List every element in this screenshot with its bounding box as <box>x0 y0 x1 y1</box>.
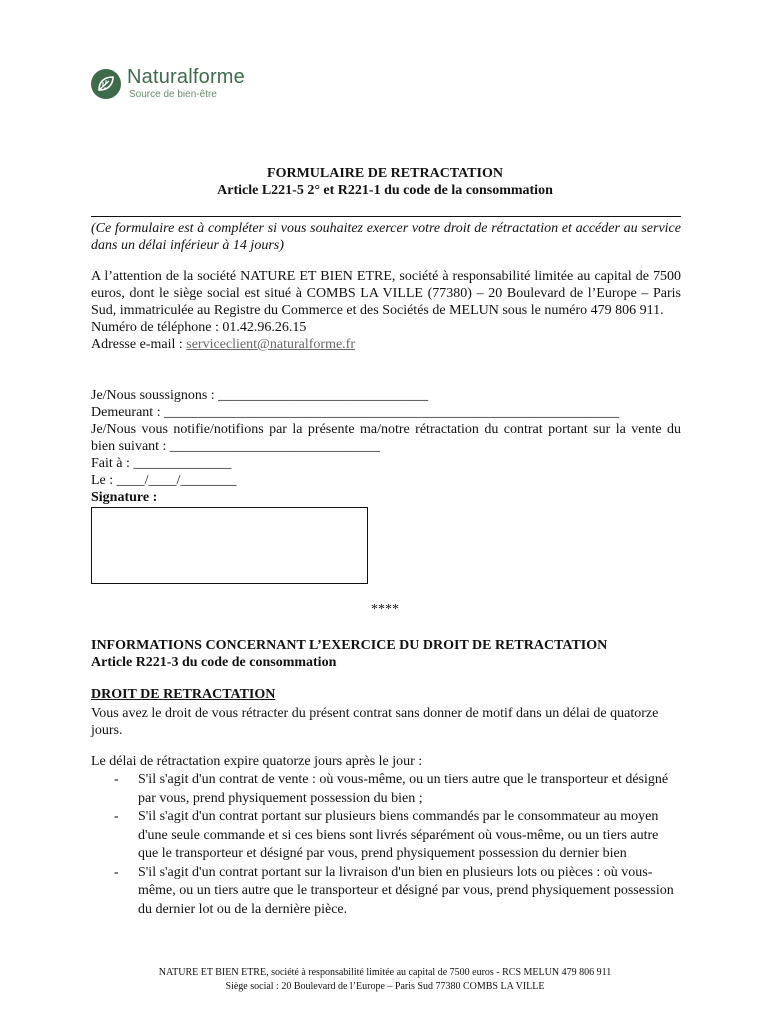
section-separator: **** <box>371 602 399 617</box>
signature-box[interactable] <box>91 507 368 584</box>
logo-tagline: Source de bien-être <box>129 89 217 100</box>
company-address-text: A l’attention de la société NATURE ET BIEN ETRE, société à responsabilité limitée au capital de 7500 euros, dont le siège social est situé à COMBS LA VILLE (77380) – 20 Boulevard de l’Europe – Paris Sud, immatriculée au Registre du Commerce et des Sociétés de MELUN sous le numéro 479 806 911. <box>91 269 681 318</box>
intro-note: (Ce formulaire est à compléter si vous souhaitez exercer votre droit de rétractation et accéder au service dans un délai inférieur à 14 jours) <box>91 221 681 253</box>
phone-number: Numéro de téléphone : 01.42.96.26.15 <box>91 320 307 335</box>
notification-field[interactable]: Je/Nous vous notifie/notifions par la présente ma/notre rétractation du contrat portant sur la vente du bien suivant : ______________________________ <box>91 422 681 454</box>
fait-a-field[interactable]: Fait à : ______________ <box>91 456 232 471</box>
info-heading: INFORMATIONS CONCERNANT L’EXERCICE DU DROIT DE RETRACTATION <box>91 638 608 653</box>
info-heading-block <box>91 637 607 671</box>
signature-label: Signature : <box>91 490 158 505</box>
list-item: - S'il s'agit d'un contrat de vente : où vous-même, ou un tiers autre que le transporteur et désigné par vous, prend physiquement possession du bien ; <box>114 772 669 806</box>
delai-paragraph: Le délai de rétractation expire quatorze jours après le jour : <box>91 754 423 769</box>
list-item: - S'il s'agit d'un contrat portant sur plusieurs biens commandés par le consommateur au moyen d'une seule commande et si ces biens sont livrés séparément où vous-même, ou un tiers autre que le transporteur et désigné par vous, prend physiquement possession du dernier bien <box>114 809 659 861</box>
info-subheading: Article R221-3 du code de consommation <box>91 655 337 670</box>
soussignons-field[interactable]: Je/Nous soussignons : ______________________________ <box>91 388 429 403</box>
naturalforme-logo <box>91 67 245 100</box>
delai-list <box>91 771 681 919</box>
email-line <box>91 336 681 353</box>
email-label: Adresse e-mail : <box>91 337 187 352</box>
page-footer <box>0 966 770 994</box>
logo-name: Naturalforme <box>127 66 245 88</box>
footer-line-2: Siège social : 20 Boulevard de l’Europe – Paris Sud 77380 COMBS LA VILLE <box>225 981 545 992</box>
droit-paragraph: Vous avez le droit de vous rétracter du présent contrat sans donner de motif dans un délai de quatorze jours. <box>91 706 659 738</box>
form-title: FORMULAIRE DE RETRACTATION <box>267 166 503 181</box>
date-field[interactable]: Le : ____/____/________ <box>91 473 237 488</box>
form-subtitle: Article L221-5 2° et R221-1 du code de la consommation <box>217 183 553 198</box>
list-item: - S'il s'agit d'un contrat portant sur la livraison d'un bien en plusieurs lots ou pièces : où vous-même, ou un tiers autre que le transporteur et désigné par vous, prend physiquement possession du dernier lot ou de la dernière pièce. <box>114 864 674 917</box>
retraction-form <box>91 387 681 506</box>
footer-line-1: NATURE ET BIEN ETRE, société à responsabilité limitée au capital de 7500 euros - RCS MELUN 479 806 911 <box>158 967 612 978</box>
droit-heading: DROIT DE RETRACTATION <box>91 687 276 702</box>
company-address-block <box>91 268 681 353</box>
email-link[interactable]: serviceclient@naturalforme.fr <box>186 337 356 352</box>
list-item-text: S'il s'agit d'un contrat portant sur la livraison d'un bien en plusieurs lots ou pièces : où vous-même, ou un tiers autre que le transporteur et désigné par vous, prend physiquement possession du dernier lot ou de la dernière pièce. <box>138 864 674 917</box>
demeurant-field[interactable]: Demeurant : _________________________________________________________________ <box>91 405 620 420</box>
divider <box>91 216 681 217</box>
list-item-text: S'il s'agit d'un contrat portant sur plusieurs biens commandés par le consommateur au moyen d'une seule commande et si ces biens sont livrés séparément où vous-même, ou un tiers autre que le transporteur et désigné par vous, prend physiquement possession du dernier bien <box>138 809 659 861</box>
leaf-icon <box>91 69 121 99</box>
list-item-text: S'il s'agit d'un contrat de vente : où vous-même, ou un tiers autre que le transporteur et désigné par vous, prend physiquement possession du bien ; <box>138 772 669 806</box>
